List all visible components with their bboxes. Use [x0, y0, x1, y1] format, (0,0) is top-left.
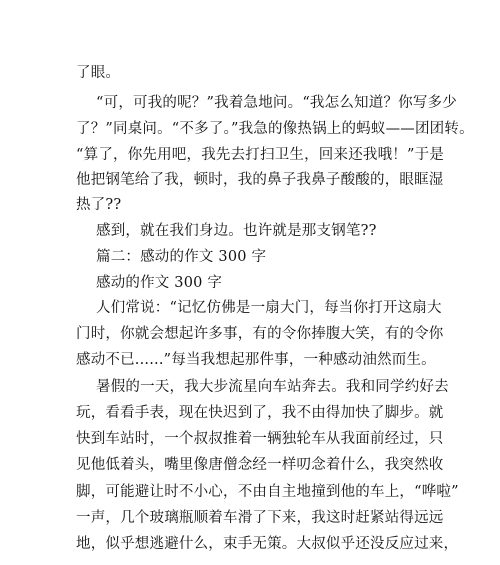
- text-line: 一声，几个玻璃瓶顺着车滑了下来，我这时赶紧站得远远: [76, 510, 444, 526]
- section-subtitle: 感动的作文 300 字: [96, 275, 223, 291]
- text-line: 门时，你就会想起许多事，有的令你捧腹大笑，有的令你: [76, 326, 444, 342]
- text-line: 他把钢笔给了我，顿时，我的鼻子我鼻子酸酸的，眼眶湿: [76, 172, 444, 188]
- text-line: 见他低着头，嘴里像唐僧念经一样叨念着什么，我突然收: [76, 457, 444, 473]
- text-line: 了眼。: [76, 65, 121, 81]
- text-line: 快到车站时，一个叔叔推着一辆独轮车从我面前经过，只: [76, 431, 444, 447]
- text-line: “算了，你先用吧，我先去打扫卫生，回来还我哦！”于是: [76, 147, 445, 163]
- text-line: “可，可我的呢？”我着急地问。“我怎么知道？你写多少: [96, 95, 457, 111]
- text-line: 热了??: [76, 197, 122, 213]
- text-line: 了？”同桌问。“不多了。”我急的像热锅上的蚂蚁——团团转。: [76, 121, 474, 137]
- text-line: 感到，就在我们身边。也许就是那支钢笔??: [96, 223, 377, 239]
- text-line: 暑假的一天，我大步流星向车站奔去。我和同学约好去: [96, 379, 449, 395]
- text-line: 脚，可能避让时不小心，不由自主地撞到他的车上，“哗啦”: [76, 484, 459, 500]
- text-line: 感动不已......”每当我想起那件事，一种感动油然而生。: [76, 352, 436, 368]
- section-heading: 篇二：感动的作文 300 字: [96, 249, 267, 265]
- text-line: 玩，看看手表，现在快迟到了，我不由得加快了脚步。就: [76, 405, 444, 421]
- text-line: 人们常说：“记忆仿佛是一扇大门，每当你打开这扇大: [96, 300, 442, 316]
- text-line: 地，似乎想逃避什么，束手无策。大叔似乎还没反应过来，: [76, 536, 459, 552]
